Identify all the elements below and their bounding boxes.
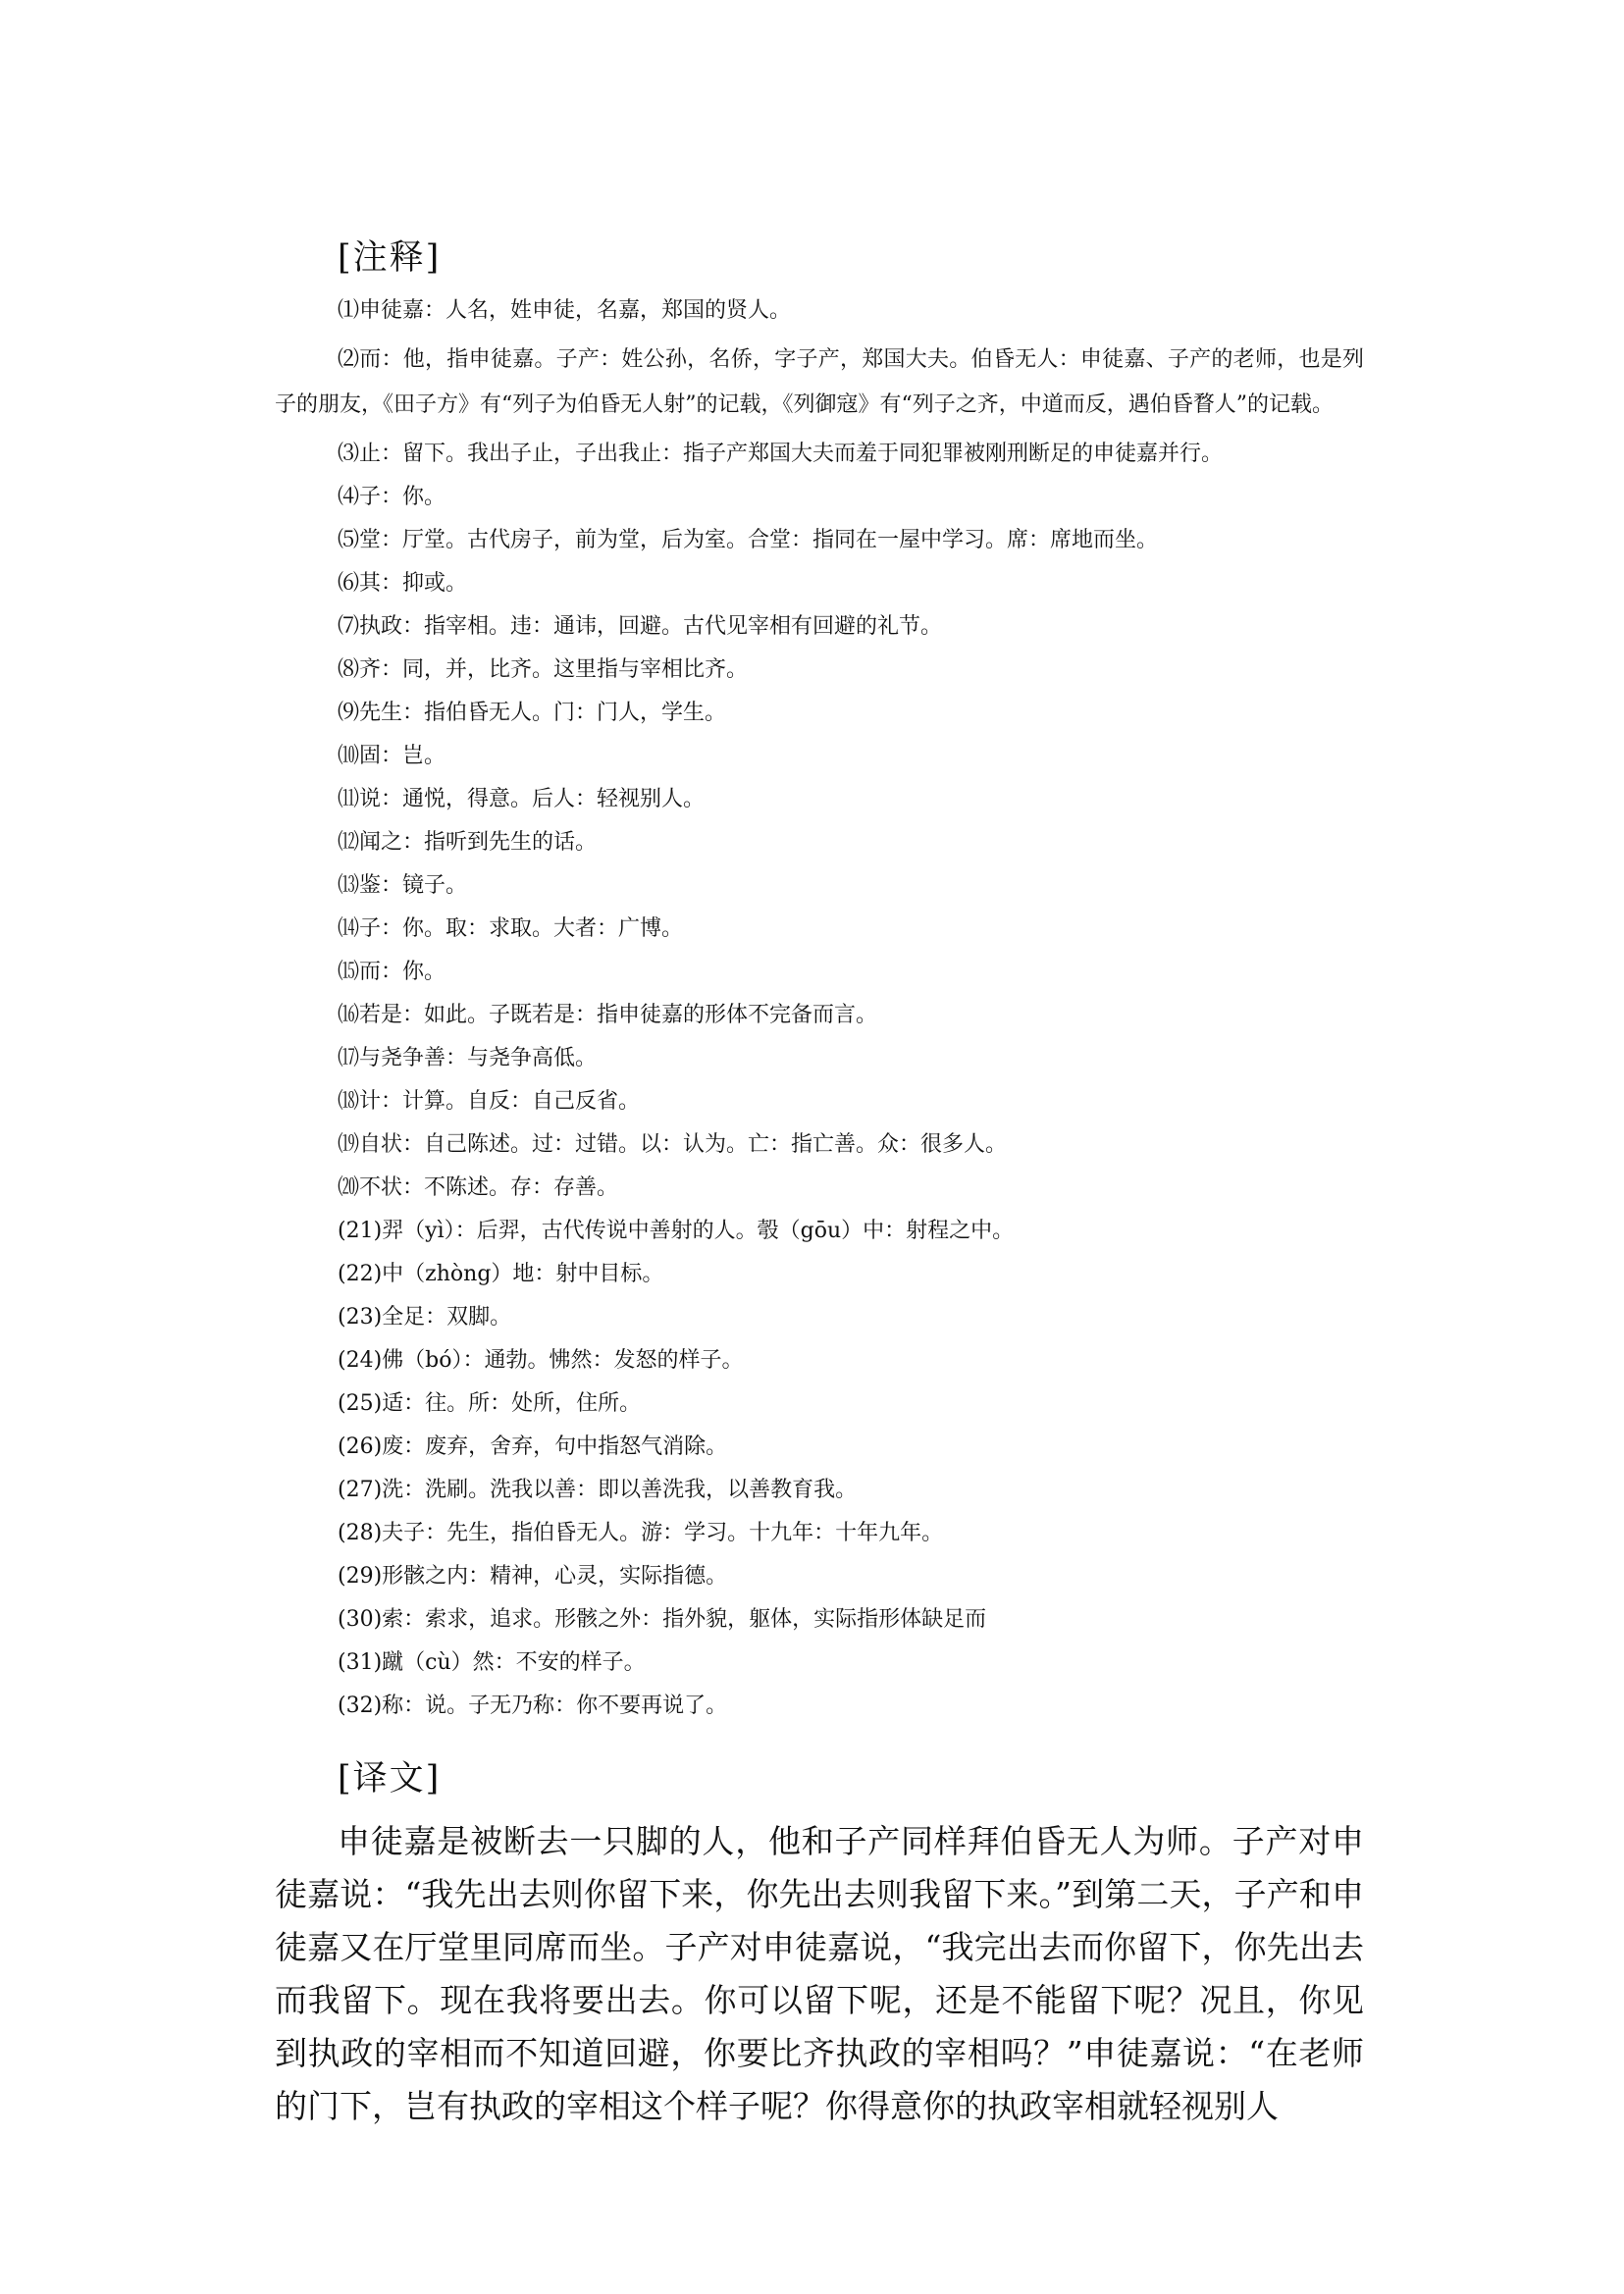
annotation-item: ⑶止：留下。我出子止，子出我止：指子产郑国大夫而羞于同犯罪被刚刑断足的申徒嘉并行。 (338, 442, 1224, 466)
translation-body: 申徒嘉是被断去一只脚的人，他和子产同样拜伯昏无人为师。子产对申徒嘉说：“我先出去则你留下来，你先出去则我留下来。”到第二天，子产和申徒嘉又在厅堂里同席而坐。子产对申徒嘉说，“我完出去而你留下，你先出去而我留下。现在我将要出去。你可以留下呢，还是不能留下呢？况且，你见到执政的宰相而不知道回避，你要比齐执政的宰相吗？”申徒嘉说：“在老师的门下，岂有执政的宰相这个样子呢？你得意你的执政宰相就轻视别人 (275, 1822, 1364, 2125)
annotation-item: (24)佛（bó）：通勃。怫然：发怒的样子。 (338, 1348, 744, 1373)
annotation-item: (26)废：废弃，舍弃，句中指怒气消除。 (338, 1434, 728, 1459)
annotation-item: (29)形骸之内：精神，心灵，实际指德。 (338, 1564, 728, 1589)
annotations-list (275, 294, 1364, 1723)
annotation-item: (22)中（zhòng）地：射中目标。 (338, 1262, 664, 1286)
annotation-item: (28)夫子：先生，指伯昏无人。游：学习。十九年：十年九年。 (338, 1521, 944, 1545)
annotation-item: ⑺执政：指宰相。违：通讳，回避。古代见宰相有回避的礼节。 (338, 614, 943, 639)
annotation-item: ⒅计：计算。自反：自己反省。 (338, 1089, 641, 1114)
annotation-item: ⑿闻之：指听到先生的话。 (338, 830, 598, 855)
annotation-item: ⑷子：你。 (338, 485, 446, 509)
annotation-item: ⒀鉴：镜子。 (338, 873, 468, 898)
document-page (275, 235, 1364, 2133)
annotation-item: (23)全足：双脚。 (338, 1305, 512, 1329)
annotation-item: ⒂而：你。 (338, 960, 446, 984)
annotation-item: (31)蹴（cù）然：不安的样子。 (338, 1650, 646, 1675)
annotation-item: ⑵而：他，指申徒嘉。子产：姓公孙，名侨，字子产，郑国大夫。伯昏无人：申徒嘉、子产的老师，也是列子的朋友，《田子方》有“列子为伯昏无人射”的记载，《列御寇》有“列子之齐，中道而反，遇伯昏瞀人”的记载。 (275, 347, 1364, 417)
annotation-item: ⑻齐：同，并，比齐。这里指与宰相比齐。 (338, 657, 749, 682)
annotation-item: (30)索：索求，追求。形骸之外：指外貌，躯体，实际指形体缺足而 (338, 1607, 987, 1632)
annotation-item: (27)洗：洗刷。洗我以善：即以善洗我，以善教育我。 (338, 1478, 858, 1502)
annotation-item: ⑼先生：指伯昏无人。门：门人，学生。 (338, 701, 727, 725)
annotation-item: (32)称：说。子无乃称：你不要再说了。 (338, 1694, 728, 1718)
annotation-item: ⒁子：你。取：求取。大者：广博。 (338, 916, 684, 941)
annotation-item: ⒆自状：自己陈述。过：过错。以：认为。亡：指亡善。众：很多人。 (338, 1132, 1008, 1157)
annotations-heading: [注释] (338, 238, 442, 278)
annotation-item: ⒄与尧争善：与尧争高低。 (338, 1046, 598, 1070)
annotation-item: ⑽固：岂。 (338, 744, 446, 768)
annotation-item: (25)适：往。所：处所，住所。 (338, 1391, 642, 1416)
annotation-item: ⑹其：抑或。 (338, 571, 468, 596)
annotation-item: (21)羿（yì）：后羿，古代传说中善射的人。彀（gōu）中：射程之中。 (338, 1219, 1015, 1243)
annotation-item: ⒃若是：如此。子既若是：指申徒嘉的形体不完备而言。 (338, 1003, 878, 1027)
translation-heading: [译文] (338, 1759, 442, 1799)
annotation-item: ⑾说：通悦，得意。后人：轻视别人。 (338, 787, 706, 811)
annotation-item: ⑸堂：厅堂。古代房子，前为堂，后为室。合堂：指同在一屋中学习。席：席地而坐。 (338, 528, 1159, 552)
annotation-item: ⒇不状：不陈述。存：存善。 (338, 1175, 619, 1200)
annotation-item: ⑴申徒嘉：人名，姓申徒，名嘉，郑国的贤人。 (338, 298, 792, 323)
